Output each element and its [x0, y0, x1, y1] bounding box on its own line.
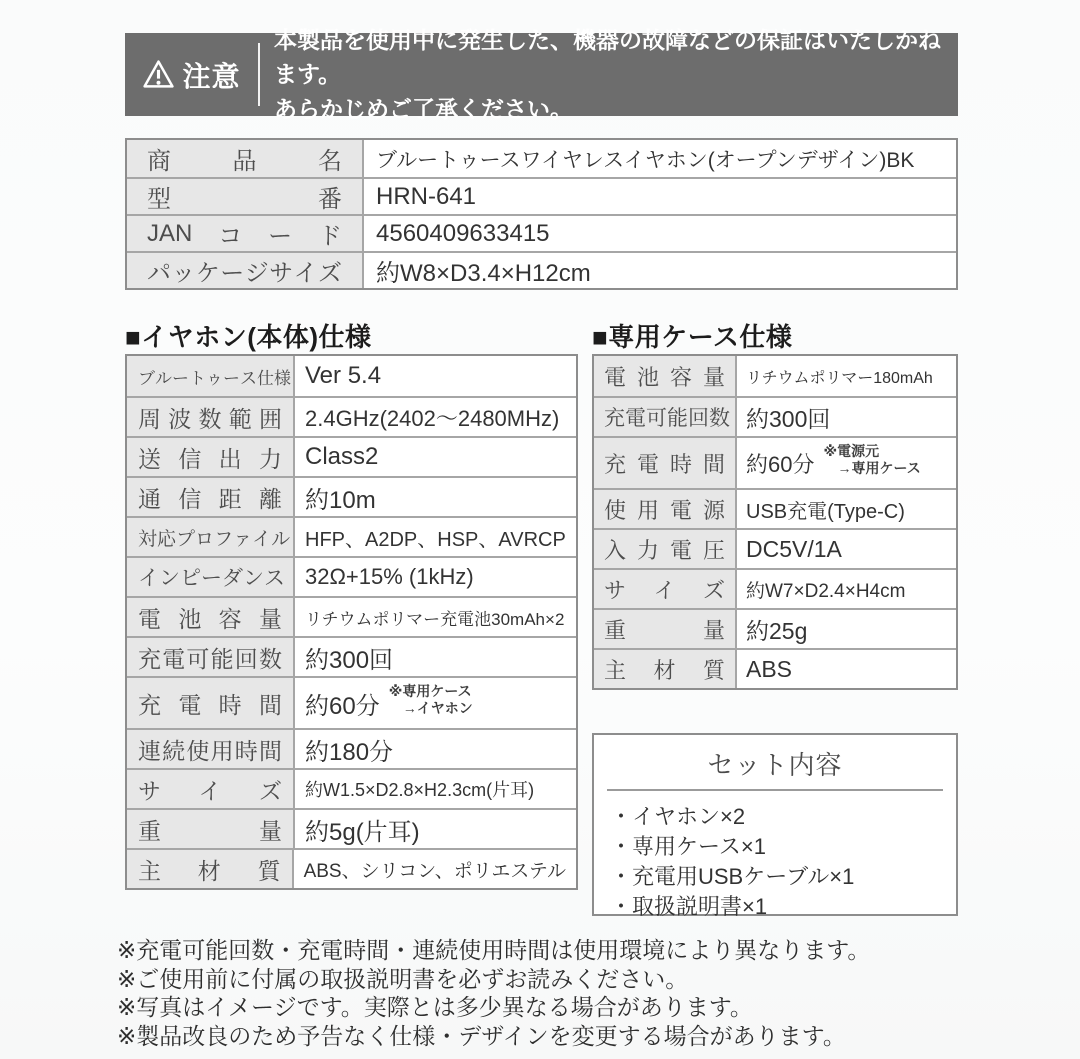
row-value: 4560409633415 — [376, 219, 550, 247]
table-row — [127, 768, 576, 808]
table-row — [594, 528, 956, 568]
warning-triangle-icon — [142, 58, 175, 91]
footnote: ※製品改良のため予告なく仕様・デザインを変更する場合があります。 — [117, 1022, 846, 1049]
earphone-spec-table — [125, 354, 578, 890]
row-label: パ ッ ケ ー ジ サ イ ズ — [127, 253, 364, 288]
warning-text — [260, 26, 958, 122]
table-row — [594, 608, 956, 648]
row-value: Ver 5.4 — [305, 362, 382, 389]
warning-text-line: あらかじめご了承ください。 — [274, 95, 573, 122]
table-row — [594, 396, 956, 436]
row-value: ABS — [746, 655, 793, 682]
row-value: 約5g(片耳) — [305, 818, 420, 846]
table-row — [127, 476, 576, 516]
table-row — [127, 140, 956, 177]
row-value: リチウムポリマー180mAh — [746, 369, 933, 387]
row-label: 送 信 出 力 — [127, 438, 295, 476]
set-contents-item: ・充電用USBケーブル×1 — [610, 864, 855, 889]
row-value: ABS、シリコン、ポリエステル — [303, 860, 566, 882]
row-label: 主 材 質 — [594, 650, 737, 688]
table-row — [594, 356, 956, 396]
row-note: ※専用ケース →イヤホン — [388, 682, 473, 716]
row-value: 約10m — [305, 486, 376, 514]
row-value: DC5V/1A — [746, 535, 842, 562]
table-row — [594, 568, 956, 608]
row-value: 2.4GHz(2402〜2480MHz) — [305, 405, 560, 431]
row-value: HRN-641 — [376, 182, 477, 210]
row-value: 約25g — [746, 617, 808, 644]
row-label: 電 池 容 量 — [594, 356, 737, 396]
footnotes — [117, 936, 997, 1050]
row-label: ブ ル ー ト ゥ ー ス 仕 様 — [127, 356, 295, 396]
table-row — [127, 177, 956, 214]
table-row — [127, 596, 576, 636]
row-value: 約W8×D3.4×H12cm — [376, 260, 591, 287]
row-label: イ ン ピ ー ダ ン ス — [127, 558, 295, 596]
row-label: 通 信 距 離 — [127, 478, 295, 516]
row-value: HFP、A2DP、HSP、AVRCP — [305, 528, 566, 551]
table-row — [594, 488, 956, 528]
row-value: 約60分 ※電源元 →専用ケース — [746, 442, 921, 477]
row-value: 約W1.5×D2.8×H2.3cm(片耳) — [305, 780, 535, 800]
row-label: 充 電 可 能 回 数 — [594, 398, 737, 436]
set-contents-title: セット内容 — [707, 750, 843, 780]
row-label: 充 電 時 間 — [127, 678, 295, 728]
footnote: ※ご使用前に付属の取扱説明書を必ずお読みください。 — [117, 965, 689, 992]
table-row — [594, 648, 956, 688]
table-row — [127, 848, 576, 888]
table-row — [594, 436, 956, 488]
table-row — [127, 636, 576, 676]
product-info-table — [125, 138, 958, 290]
footnote: ※写真はイメージです。実際とは多少異なる場合があります。 — [117, 994, 753, 1020]
row-label: 対 応 プ ロ フ ァ イ ル — [127, 518, 295, 556]
row-note: ※電源元 →専用ケース — [823, 442, 921, 476]
table-row — [127, 214, 956, 251]
row-label: 重 量 — [594, 610, 737, 648]
row-label: 型 番 — [127, 179, 364, 214]
warning-label: 注意 — [182, 60, 241, 92]
row-value: 約300回 — [746, 405, 831, 432]
footnote: ※充電可能回数・充電時間・連続使用時間は使用環境により異なります。 — [117, 937, 871, 963]
warning-banner — [125, 26, 958, 122]
table-row — [127, 808, 576, 848]
row-label: 連 続 使 用 時 間 — [127, 730, 295, 768]
row-label: 重 量 — [127, 810, 295, 848]
set-contents-list — [594, 791, 956, 922]
warning-text-line: 本製品を使用中に発生した、機器の故障などの保証はいたしかねます。 — [274, 26, 941, 88]
row-value: 約180分 — [305, 738, 394, 766]
row-value: 約300回 — [305, 646, 394, 674]
warning-banner-left — [125, 33, 258, 116]
row-label: 商 品 名 — [127, 140, 364, 177]
row-label: 使 用 電 源 — [594, 490, 737, 528]
row-value: ブルートゥースワイヤレスイヤホン(オープンデザイン)BK — [376, 148, 915, 172]
row-value: Class2 — [305, 443, 379, 470]
section-title-earphone-spec: ■イヤホン(本体)仕様 — [125, 322, 372, 352]
row-label: JAN コ ー ド — [127, 216, 364, 251]
row-value: 32Ω+15% (1kHz) — [305, 564, 474, 589]
table-row — [127, 516, 576, 556]
set-contents-item: ・専用ケース×1 — [610, 834, 766, 859]
set-contents-item: ・取扱説明書×1 — [610, 894, 768, 919]
row-label: 電 池 容 量 — [127, 598, 295, 636]
table-row — [127, 396, 576, 436]
table-row — [127, 728, 576, 768]
table-row — [127, 676, 576, 728]
table-row — [127, 556, 576, 596]
row-value: 約60分 ※専用ケース →イヤホン — [305, 682, 473, 720]
set-contents-box — [592, 733, 958, 919]
row-value: リチウムポリマー充電池30mAh×2 — [305, 609, 565, 629]
row-label: 主 材 質 — [127, 850, 294, 888]
row-label: 充 電 時 間 — [594, 438, 737, 488]
table-row — [127, 356, 576, 396]
table-row — [127, 251, 956, 288]
row-value: 約W7×D2.4×H4cm — [746, 580, 906, 602]
row-value: USB充電(Type-C) — [746, 500, 905, 523]
row-label: 充 電 可 能 回 数 — [127, 638, 295, 676]
row-label: 周 波 数 範 囲 — [127, 398, 295, 436]
table-row — [127, 436, 576, 476]
row-label: サ イ ズ — [127, 770, 295, 808]
row-label: サ イ ズ — [594, 570, 737, 608]
section-title-case-spec: ■専用ケース仕様 — [592, 322, 793, 352]
set-contents-item: ・イヤホン×2 — [610, 804, 746, 829]
row-label: 入 力 電 圧 — [594, 530, 737, 568]
case-spec-table — [592, 354, 958, 690]
